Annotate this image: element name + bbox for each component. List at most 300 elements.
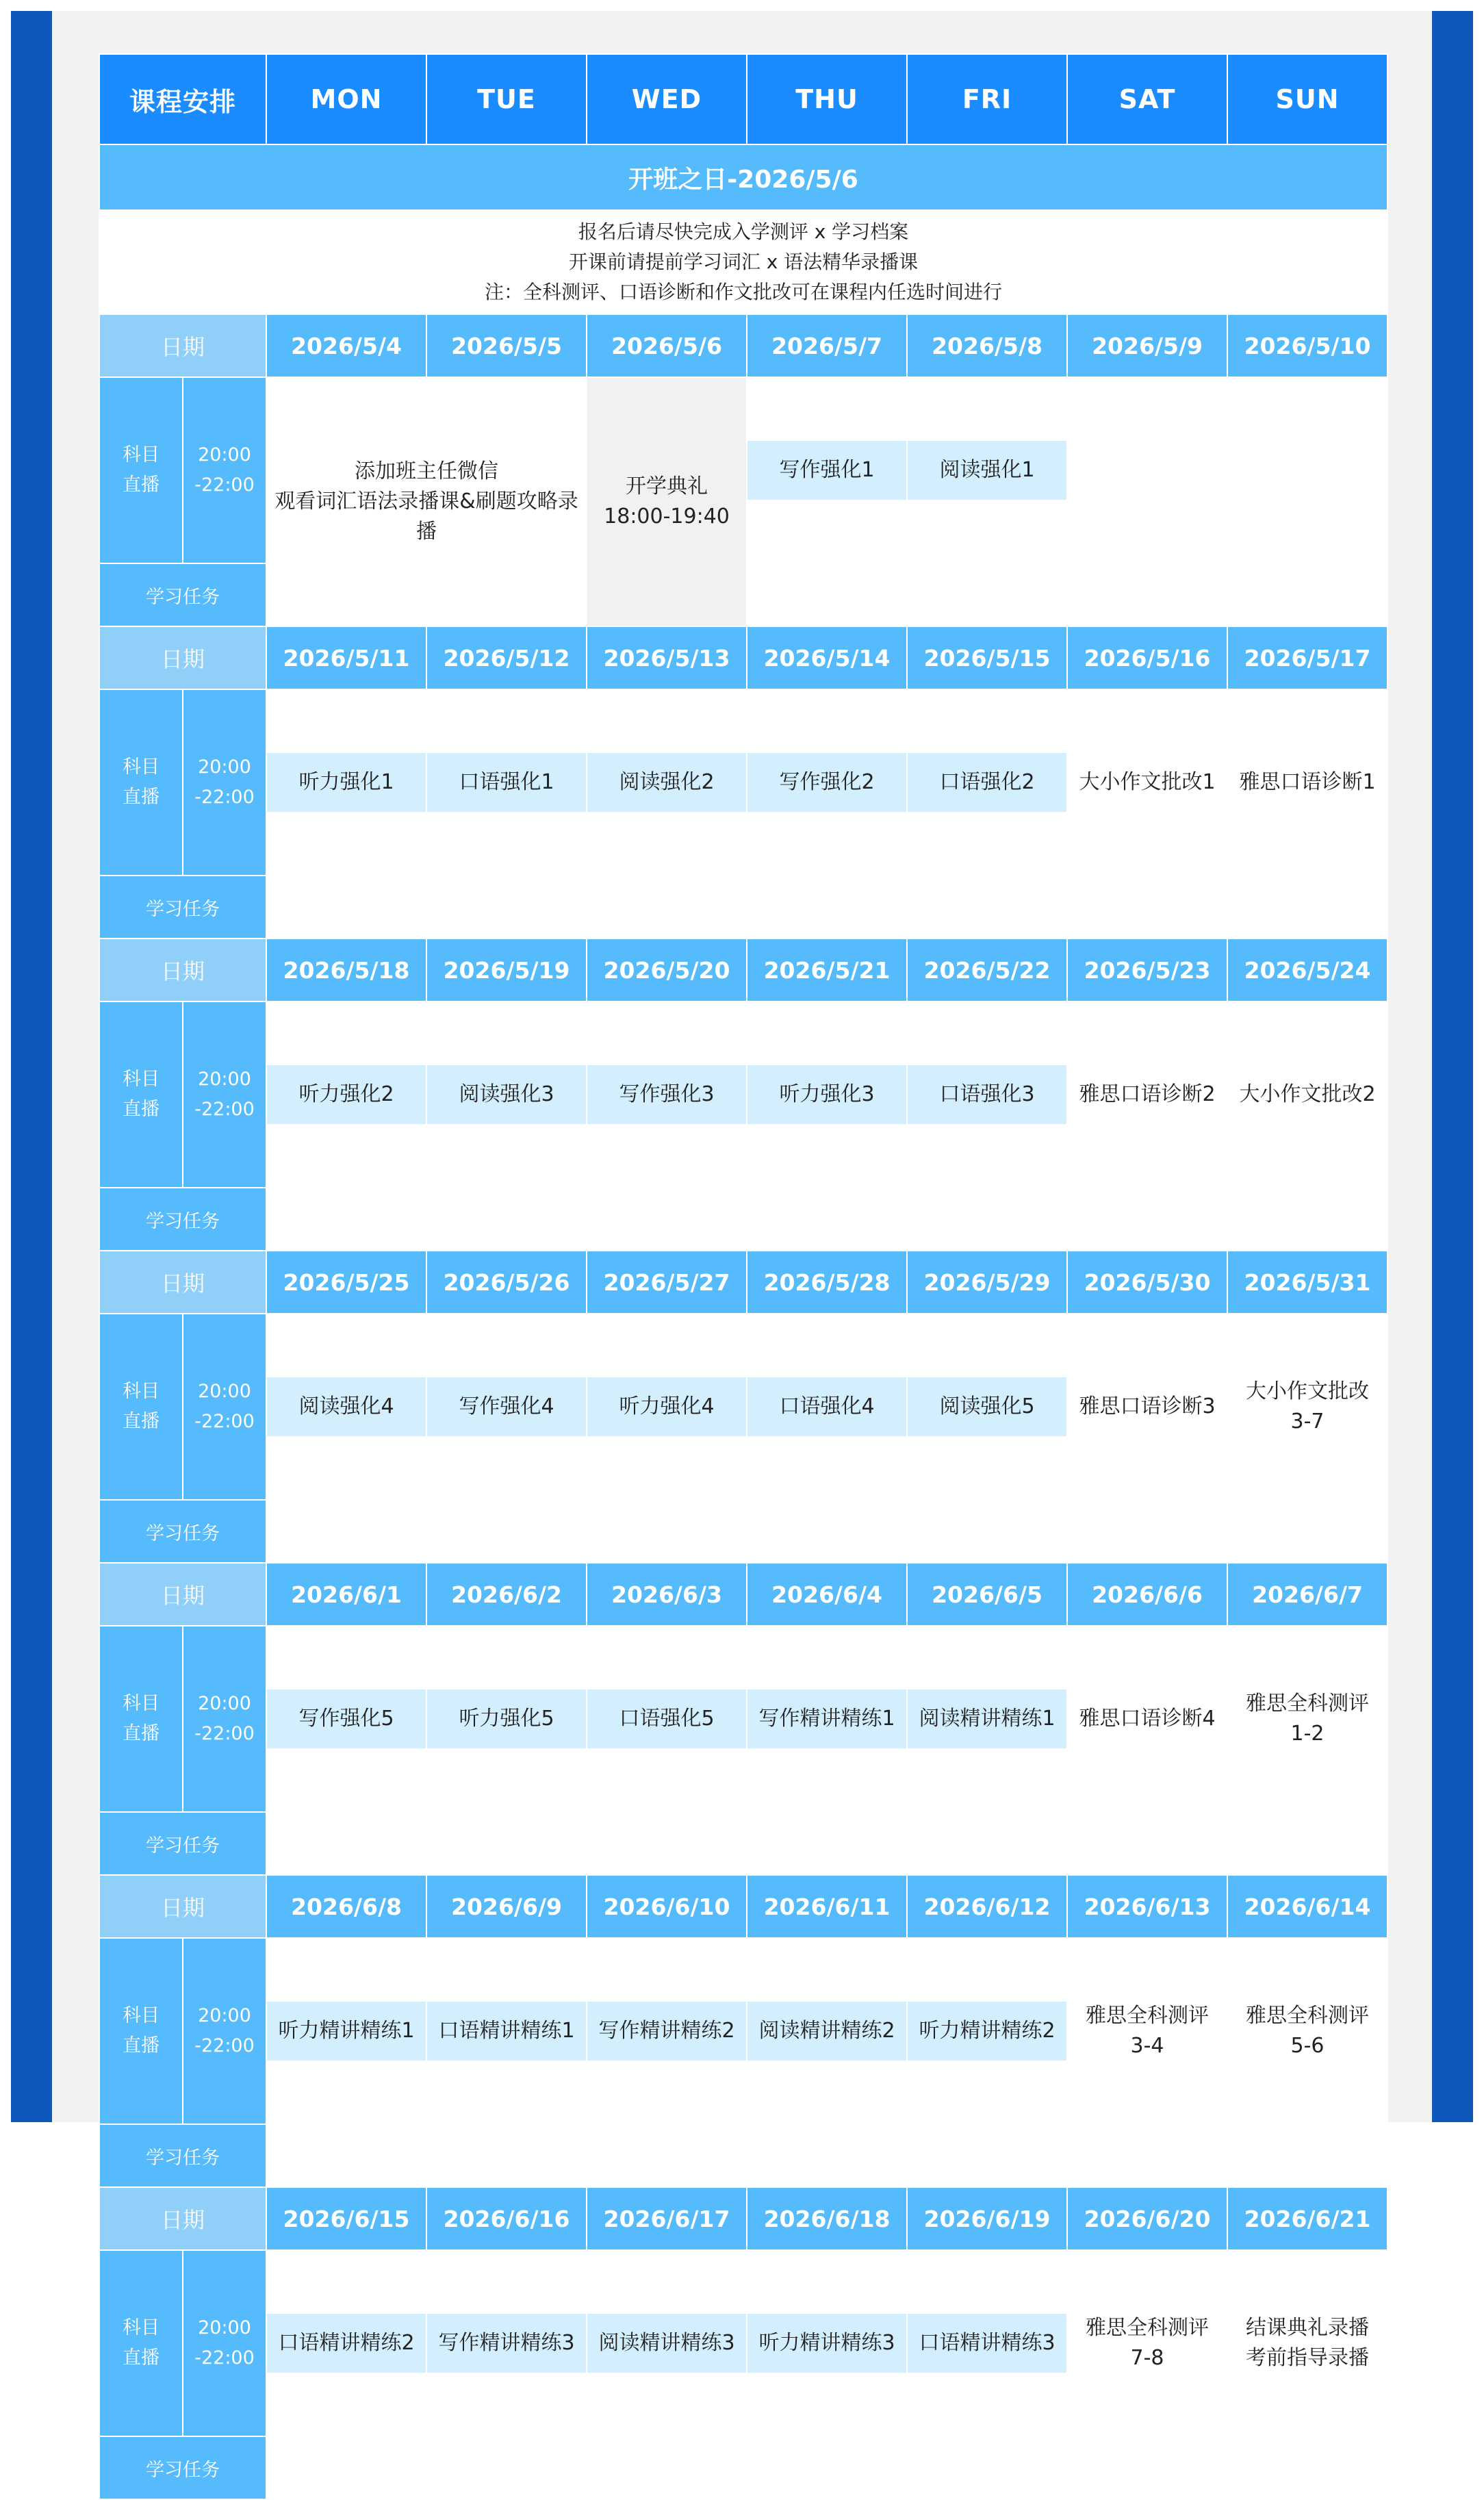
course-line: 7-8 bbox=[1130, 2346, 1164, 2370]
empty-cell bbox=[747, 876, 907, 939]
empty-cell bbox=[426, 1500, 587, 1563]
course-line: 雅思全科测评 bbox=[1086, 2316, 1210, 2340]
note-line: 报名后请尽快完成入学测评 x 学习档案 bbox=[578, 220, 909, 243]
empty-cell bbox=[907, 1188, 1067, 1251]
empty-cell bbox=[747, 2061, 907, 2124]
empty-cell bbox=[587, 1812, 747, 1875]
empty-cell bbox=[747, 1626, 907, 1689]
notes-cell bbox=[99, 210, 1387, 314]
empty-cell bbox=[747, 1500, 907, 1563]
date-cell: 2026/5/16 bbox=[1067, 626, 1227, 689]
empty-cell bbox=[426, 2436, 587, 2499]
day-thu: THU bbox=[747, 54, 907, 144]
date-cell: 2026/5/18 bbox=[266, 939, 426, 1002]
course-cell: 口语精讲精练3 bbox=[907, 2313, 1067, 2373]
empty-cell bbox=[1067, 876, 1227, 939]
empty-cell bbox=[426, 2124, 587, 2187]
live-label: 直播 bbox=[123, 787, 159, 808]
date-row bbox=[99, 939, 1387, 1002]
time-start: 20:00 bbox=[198, 2317, 251, 2338]
course-cell: 听力精讲精练2 bbox=[907, 2001, 1067, 2061]
weekend-course-cell bbox=[1067, 1938, 1227, 2124]
time-start: 20:00 bbox=[198, 1381, 251, 1402]
date-cell: 2026/5/19 bbox=[426, 939, 587, 1002]
empty-cell bbox=[907, 2124, 1067, 2187]
course-line: 雅思口语诊断1 bbox=[1239, 770, 1376, 794]
empty-cell bbox=[587, 1002, 747, 1064]
empty-cell bbox=[747, 689, 907, 752]
course-line: 雅思口语诊断4 bbox=[1079, 1707, 1216, 1731]
empty-cell bbox=[266, 1437, 426, 1500]
date-cell: 2026/6/17 bbox=[587, 2187, 747, 2250]
date-cell: 2026/6/1 bbox=[266, 1563, 426, 1626]
date-cell: 2026/5/25 bbox=[266, 1251, 426, 1314]
empty-cell bbox=[426, 1749, 587, 1812]
subject-live-label bbox=[99, 1626, 183, 1812]
time-start: 20:00 bbox=[198, 1693, 251, 1714]
date-cell: 2026/6/19 bbox=[907, 2187, 1067, 2250]
date-cell: 2026/5/29 bbox=[907, 1251, 1067, 1314]
course-cell: 口语精讲精练2 bbox=[266, 2313, 426, 2373]
empty-cell bbox=[1067, 2124, 1227, 2187]
date-cell: 2026/6/15 bbox=[266, 2187, 426, 2250]
study-task-label: 学习任务 bbox=[99, 1500, 266, 1563]
course-line: 雅思口语诊断2 bbox=[1079, 1082, 1216, 1106]
empty-cell bbox=[907, 1812, 1067, 1875]
live-label: 直播 bbox=[123, 1411, 159, 1432]
empty-cell bbox=[426, 689, 587, 752]
weekend-course-cell bbox=[1067, 2250, 1227, 2436]
empty-cell bbox=[907, 2436, 1067, 2499]
date-row bbox=[99, 314, 1387, 377]
day-mon: MON bbox=[266, 54, 426, 144]
empty-cell bbox=[907, 1002, 1067, 1064]
live-time-label bbox=[183, 2250, 266, 2436]
time-end: -22:00 bbox=[194, 2035, 255, 2056]
subject-label: 科目 bbox=[123, 1381, 159, 1402]
subject-live-label bbox=[99, 2250, 183, 2436]
live-label: 直播 bbox=[123, 1723, 159, 1744]
empty-cell bbox=[266, 2250, 426, 2313]
course-cell: 口语强化4 bbox=[747, 1377, 907, 1437]
empty-cell bbox=[266, 1938, 426, 2001]
time-start: 20:00 bbox=[198, 2005, 251, 2026]
date-cell: 2026/6/4 bbox=[747, 1563, 907, 1626]
course-cell: 阅读强化5 bbox=[907, 1377, 1067, 1437]
empty-cell bbox=[747, 563, 907, 626]
date-label: 日期 bbox=[99, 1251, 266, 1314]
empty-cell bbox=[426, 1188, 587, 1251]
date-cell: 2026/5/24 bbox=[1227, 939, 1387, 1002]
course-cell: 听力强化1 bbox=[266, 752, 426, 813]
course-cell: 口语强化2 bbox=[907, 752, 1067, 813]
time-start: 20:00 bbox=[198, 1069, 251, 1090]
weekend-course-cell bbox=[1067, 1314, 1227, 1500]
date-cell: 2026/5/20 bbox=[587, 939, 747, 1002]
notes-row bbox=[99, 210, 1387, 314]
date-cell: 2026/5/30 bbox=[1067, 1251, 1227, 1314]
date-cell: 2026/5/28 bbox=[747, 1251, 907, 1314]
course-line: 雅思全科测评 bbox=[1246, 1692, 1370, 1715]
course-cell: 阅读强化1 bbox=[907, 440, 1067, 500]
date-cell: 2026/5/11 bbox=[266, 626, 426, 689]
empty-cell bbox=[907, 1314, 1067, 1377]
weekend-course-cell bbox=[1227, 689, 1387, 876]
empty-cell bbox=[747, 1437, 907, 1500]
empty-cell bbox=[426, 813, 587, 876]
empty-cell bbox=[747, 1812, 907, 1875]
date-cell: 2026/6/5 bbox=[907, 1563, 1067, 1626]
empty-cell bbox=[907, 1938, 1067, 2001]
date-row bbox=[99, 1875, 1387, 1938]
empty-cell bbox=[1067, 377, 1227, 626]
empty-cell bbox=[266, 1002, 426, 1064]
empty-cell bbox=[747, 813, 907, 876]
course-cell: 阅读强化3 bbox=[426, 1064, 587, 1125]
empty-cell bbox=[747, 2250, 907, 2313]
empty-cell bbox=[587, 1938, 747, 2001]
empty-cell bbox=[426, 1437, 587, 1500]
empty-cell bbox=[266, 2373, 426, 2436]
live-time-label bbox=[183, 377, 266, 563]
empty-cell bbox=[907, 1125, 1067, 1188]
date-cell: 2026/5/23 bbox=[1067, 939, 1227, 1002]
empty-cell bbox=[1227, 2436, 1387, 2499]
task-line: 观看词汇语法录播课&刷题攻略录 bbox=[274, 489, 578, 513]
live-time-label bbox=[183, 1938, 266, 2124]
empty-cell bbox=[747, 1314, 907, 1377]
course-cell: 写作精讲精练2 bbox=[587, 2001, 747, 2061]
date-cell: 2026/6/8 bbox=[266, 1875, 426, 1938]
subject-label: 科目 bbox=[123, 1069, 159, 1090]
empty-cell bbox=[1067, 2436, 1227, 2499]
time-end: -22:00 bbox=[194, 474, 255, 496]
date-label: 日期 bbox=[99, 1563, 266, 1626]
date-cell: 2026/6/21 bbox=[1227, 2187, 1387, 2250]
empty-cell bbox=[426, 1314, 587, 1377]
weekend-course-cell bbox=[1067, 1002, 1227, 1188]
date-cell: 2026/6/20 bbox=[1067, 2187, 1227, 2250]
live-top-row bbox=[99, 1626, 1387, 1689]
subject-label: 科目 bbox=[123, 756, 159, 778]
task-line: 播 bbox=[416, 520, 437, 544]
time-end: -22:00 bbox=[194, 1411, 255, 1432]
live-top-row bbox=[99, 1002, 1387, 1064]
empty-cell bbox=[907, 2373, 1067, 2436]
empty-cell bbox=[587, 1125, 747, 1188]
empty-cell bbox=[426, 1002, 587, 1064]
empty-cell bbox=[426, 876, 587, 939]
empty-cell bbox=[587, 2250, 747, 2313]
empty-cell bbox=[1227, 1500, 1387, 1563]
date-cell: 2026/5/12 bbox=[426, 626, 587, 689]
study-task-label: 学习任务 bbox=[99, 1188, 266, 1251]
day-sat: SAT bbox=[1067, 54, 1227, 144]
date-cell: 2026/5/14 bbox=[747, 626, 907, 689]
empty-cell bbox=[587, 689, 747, 752]
empty-cell bbox=[266, 689, 426, 752]
empty-cell bbox=[587, 1188, 747, 1251]
date-cell: 2026/6/3 bbox=[587, 1563, 747, 1626]
weekend-course-cell bbox=[1067, 1626, 1227, 1812]
empty-cell bbox=[266, 1812, 426, 1875]
course-cell: 听力强化4 bbox=[587, 1377, 747, 1437]
empty-cell bbox=[587, 2061, 747, 2124]
date-cell: 2026/6/10 bbox=[587, 1875, 747, 1938]
weekend-course-cell bbox=[1067, 689, 1227, 876]
date-label: 日期 bbox=[99, 939, 266, 1002]
course-cell: 写作强化3 bbox=[587, 1064, 747, 1125]
empty-cell bbox=[266, 1749, 426, 1812]
empty-cell bbox=[747, 1002, 907, 1064]
task-row bbox=[99, 2436, 1387, 2499]
time-end: -22:00 bbox=[194, 1723, 255, 1744]
schedule-title: 课程安排 bbox=[99, 54, 266, 144]
empty-cell bbox=[907, 1626, 1067, 1689]
date-cell: 2026/6/7 bbox=[1227, 1563, 1387, 1626]
date-cell: 2026/6/18 bbox=[747, 2187, 907, 2250]
date-row bbox=[99, 626, 1387, 689]
date-row bbox=[99, 1563, 1387, 1626]
empty-cell bbox=[1067, 1812, 1227, 1875]
course-cell: 听力强化3 bbox=[747, 1064, 907, 1125]
empty-cell bbox=[747, 377, 907, 440]
date-cell: 2026/6/11 bbox=[747, 1875, 907, 1938]
course-cell: 阅读精讲精练3 bbox=[587, 2313, 747, 2373]
time-end: -22:00 bbox=[194, 1099, 255, 1120]
course-cell: 口语强化5 bbox=[587, 1689, 747, 1749]
live-top-row bbox=[99, 1314, 1387, 1377]
date-label: 日期 bbox=[99, 314, 266, 377]
empty-cell bbox=[1227, 1188, 1387, 1251]
live-label: 直播 bbox=[123, 2035, 159, 2056]
course-cell: 阅读精讲精练1 bbox=[907, 1689, 1067, 1749]
course-line: 3-7 bbox=[1290, 1410, 1325, 1433]
empty-cell bbox=[587, 876, 747, 939]
date-cell: 2026/6/14 bbox=[1227, 1875, 1387, 1938]
course-cell: 听力精讲精练3 bbox=[747, 2313, 907, 2373]
empty-cell bbox=[907, 563, 1067, 626]
empty-cell bbox=[587, 1437, 747, 1500]
empty-cell bbox=[426, 1125, 587, 1188]
empty-cell bbox=[426, 1626, 587, 1689]
weekend-course-cell bbox=[1227, 2250, 1387, 2436]
opening-row bbox=[99, 144, 1387, 210]
time-end: -22:00 bbox=[194, 787, 255, 808]
live-time-label bbox=[183, 1002, 266, 1188]
empty-cell bbox=[747, 500, 907, 563]
date-cell: 2026/6/6 bbox=[1067, 1563, 1227, 1626]
empty-cell bbox=[266, 813, 426, 876]
date-cell: 2026/5/27 bbox=[587, 1251, 747, 1314]
empty-cell bbox=[907, 2061, 1067, 2124]
empty-cell bbox=[587, 813, 747, 876]
course-cell: 口语强化3 bbox=[907, 1064, 1067, 1125]
course-line: 5-6 bbox=[1290, 2034, 1325, 2058]
empty-cell bbox=[1067, 1500, 1227, 1563]
subject-live-label bbox=[99, 1002, 183, 1188]
empty-cell bbox=[426, 1812, 587, 1875]
date-cell: 2026/5/15 bbox=[907, 626, 1067, 689]
weekend-course-cell bbox=[1227, 1626, 1387, 1812]
course-cell: 口语强化1 bbox=[426, 752, 587, 813]
empty-cell bbox=[587, 2124, 747, 2187]
weekend-course-cell bbox=[1227, 1938, 1387, 2124]
empty-cell bbox=[907, 500, 1067, 563]
task-row bbox=[99, 876, 1387, 939]
live-top-row bbox=[99, 1938, 1387, 2001]
ceremony-time: 18:00-19:40 bbox=[604, 505, 730, 528]
course-cell: 写作精讲精练3 bbox=[426, 2313, 587, 2373]
date-label: 日期 bbox=[99, 2187, 266, 2250]
study-task-label: 学习任务 bbox=[99, 2436, 266, 2499]
date-row bbox=[99, 1251, 1387, 1314]
study-task-label: 学习任务 bbox=[99, 563, 266, 626]
empty-cell bbox=[1067, 1188, 1227, 1251]
course-line: 大小作文批改 bbox=[1246, 1379, 1370, 1403]
time-start: 20:00 bbox=[198, 444, 251, 465]
empty-cell bbox=[426, 1938, 587, 2001]
empty-cell bbox=[266, 2124, 426, 2187]
empty-cell bbox=[747, 2436, 907, 2499]
opening-ceremony-cell bbox=[587, 377, 747, 626]
subject-live-label bbox=[99, 377, 183, 563]
live-top-row bbox=[99, 377, 1387, 440]
empty-cell bbox=[1227, 2124, 1387, 2187]
empty-cell bbox=[747, 1749, 907, 1812]
task-row bbox=[99, 2124, 1387, 2187]
course-cell: 写作强化5 bbox=[266, 1689, 426, 1749]
task-row bbox=[99, 1812, 1387, 1875]
empty-cell bbox=[266, 1314, 426, 1377]
date-cell: 2026/5/4 bbox=[266, 314, 426, 377]
date-label: 日期 bbox=[99, 626, 266, 689]
day-sun: SUN bbox=[1227, 54, 1387, 144]
course-cell: 写作强化2 bbox=[747, 752, 907, 813]
subject-label: 科目 bbox=[123, 444, 159, 465]
subject-label: 科目 bbox=[123, 2005, 159, 2026]
course-line: 结课典礼录播 bbox=[1246, 2316, 1370, 2340]
date-cell: 2026/5/7 bbox=[747, 314, 907, 377]
time-start: 20:00 bbox=[198, 756, 251, 778]
live-top-row bbox=[99, 689, 1387, 752]
course-line: 雅思口语诊断3 bbox=[1079, 1394, 1216, 1418]
note-line: 开课前请提前学习词汇 x 语法精华录播课 bbox=[568, 251, 919, 273]
date-cell: 2026/5/31 bbox=[1227, 1251, 1387, 1314]
empty-cell bbox=[426, 2250, 587, 2313]
live-time-label bbox=[183, 1626, 266, 1812]
empty-cell bbox=[907, 1749, 1067, 1812]
study-task-label: 学习任务 bbox=[99, 876, 266, 939]
subject-live-label bbox=[99, 1314, 183, 1500]
empty-cell bbox=[747, 1938, 907, 2001]
empty-cell bbox=[426, 2061, 587, 2124]
course-line: 考前指导录播 bbox=[1246, 2346, 1370, 2370]
date-cell: 2026/6/12 bbox=[907, 1875, 1067, 1938]
task-row bbox=[99, 1188, 1387, 1251]
empty-cell bbox=[747, 2124, 907, 2187]
empty-cell bbox=[907, 876, 1067, 939]
date-cell: 2026/5/21 bbox=[747, 939, 907, 1002]
empty-cell bbox=[1227, 377, 1387, 626]
date-cell: 2026/6/13 bbox=[1067, 1875, 1227, 1938]
empty-cell bbox=[907, 2250, 1067, 2313]
course-cell: 阅读强化4 bbox=[266, 1377, 426, 1437]
empty-cell bbox=[907, 689, 1067, 752]
empty-cell bbox=[266, 1188, 426, 1251]
date-cell: 2026/5/26 bbox=[426, 1251, 587, 1314]
date-cell: 2026/5/13 bbox=[587, 626, 747, 689]
empty-cell bbox=[587, 2436, 747, 2499]
course-cell: 写作强化1 bbox=[747, 440, 907, 500]
day-fri: FRI bbox=[907, 54, 1067, 144]
empty-cell bbox=[587, 1749, 747, 1812]
empty-cell bbox=[587, 2373, 747, 2436]
live-label: 直播 bbox=[123, 1099, 159, 1120]
weekend-course-cell bbox=[1227, 1002, 1387, 1188]
live-top-row bbox=[99, 2250, 1387, 2313]
empty-cell bbox=[587, 1500, 747, 1563]
day-wed: WED bbox=[587, 54, 747, 144]
course-cell: 写作强化4 bbox=[426, 1377, 587, 1437]
task-row bbox=[99, 1500, 1387, 1563]
date-cell: 2026/5/22 bbox=[907, 939, 1067, 1002]
date-cell: 2026/5/8 bbox=[907, 314, 1067, 377]
course-line: 大小作文批改1 bbox=[1079, 770, 1216, 794]
date-cell: 2026/5/10 bbox=[1227, 314, 1387, 377]
empty-cell bbox=[747, 1188, 907, 1251]
subject-live-label bbox=[99, 689, 183, 876]
empty-cell bbox=[266, 1125, 426, 1188]
empty-cell bbox=[587, 1626, 747, 1689]
live-label: 直播 bbox=[123, 2347, 159, 2369]
ceremony-title: 开学典礼 bbox=[626, 474, 708, 498]
weekday-header-row bbox=[99, 54, 1387, 144]
date-cell: 2026/5/17 bbox=[1227, 626, 1387, 689]
subject-label: 科目 bbox=[123, 2317, 159, 2338]
weekend-course-cell bbox=[1227, 1314, 1387, 1500]
empty-cell bbox=[907, 1500, 1067, 1563]
live-time-label bbox=[183, 689, 266, 876]
study-task-label: 学习任务 bbox=[99, 1812, 266, 1875]
date-cell: 2026/5/9 bbox=[1067, 314, 1227, 377]
date-cell: 2026/6/9 bbox=[426, 1875, 587, 1938]
date-row bbox=[99, 2187, 1387, 2250]
course-cell: 阅读精讲精练2 bbox=[747, 2001, 907, 2061]
empty-cell bbox=[266, 1626, 426, 1689]
course-cell: 写作精讲精练1 bbox=[747, 1689, 907, 1749]
empty-cell bbox=[1227, 1812, 1387, 1875]
welcome-task-cell bbox=[266, 377, 587, 626]
date-cell: 2026/6/2 bbox=[426, 1563, 587, 1626]
course-cell: 阅读强化2 bbox=[587, 752, 747, 813]
course-cell: 听力精讲精练1 bbox=[266, 2001, 426, 2061]
empty-cell bbox=[747, 2373, 907, 2436]
empty-cell bbox=[426, 2373, 587, 2436]
empty-cell bbox=[907, 377, 1067, 440]
empty-cell bbox=[266, 876, 426, 939]
empty-cell bbox=[266, 2061, 426, 2124]
empty-cell bbox=[587, 1314, 747, 1377]
empty-cell bbox=[907, 813, 1067, 876]
day-tue: TUE bbox=[426, 54, 587, 144]
empty-cell bbox=[1227, 876, 1387, 939]
empty-cell bbox=[266, 2436, 426, 2499]
course-line: 大小作文批改2 bbox=[1239, 1082, 1376, 1106]
course-line: 雅思全科测评 bbox=[1246, 2004, 1370, 2028]
date-cell: 2026/5/6 bbox=[587, 314, 747, 377]
course-line: 3-4 bbox=[1130, 2034, 1164, 2058]
